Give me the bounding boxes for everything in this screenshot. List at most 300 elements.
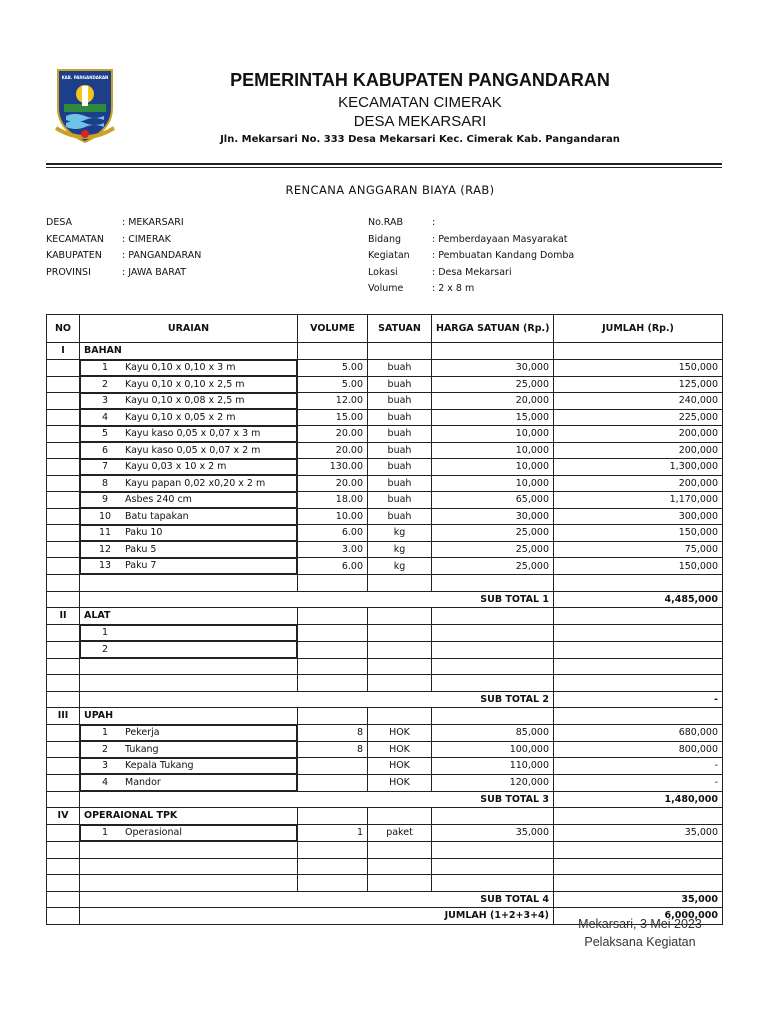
table-cell (554, 675, 723, 692)
item-number: 1 (101, 627, 109, 639)
info-value: : Desa Mekarsari (432, 266, 512, 278)
item-description: Kayu kaso 0,05 x 0,07 x 2 m (125, 444, 261, 456)
table-cell (554, 708, 723, 725)
table-cell (80, 842, 298, 859)
item-volume: 12.00 (298, 393, 368, 410)
item-unit-price: 35,000 (432, 824, 554, 842)
item-unit-price: 25,000 (432, 376, 554, 393)
item-volume (298, 641, 368, 658)
table-cell (47, 842, 80, 859)
table-row (47, 758, 723, 775)
item-volume (298, 624, 368, 641)
table-cell (80, 575, 298, 592)
item-total (554, 641, 723, 658)
table-cell (47, 442, 80, 459)
item-unit: buah (368, 492, 432, 509)
item-total: 200,000 (554, 442, 723, 459)
column-header: SATUAN (368, 315, 432, 343)
item-unit: paket (368, 824, 432, 842)
item-volume: 130.00 (298, 459, 368, 476)
info-value: : CIMERAK (122, 233, 171, 245)
item-unit-price: 25,000 (432, 525, 554, 542)
info-key: Volume (368, 283, 404, 294)
info-row (46, 232, 201, 249)
item-total: 225,000 (554, 409, 723, 426)
grand-total-value: 6,000,000 (554, 908, 723, 925)
table-cell (554, 858, 723, 875)
table-row (47, 741, 723, 758)
item-total: 150,000 (554, 558, 723, 575)
table-row (47, 525, 723, 542)
item-unit: kg (368, 525, 432, 542)
table-cell (47, 525, 80, 542)
info-value: : Pemberdayaan Masyarakat (432, 233, 568, 245)
table-cell (298, 343, 368, 360)
item-unit-price: 120,000 (432, 774, 554, 791)
item-unit: buah (368, 459, 432, 476)
table-cell (47, 858, 80, 875)
item-unit: HOK (368, 741, 432, 758)
info-key: PROVINSI (46, 266, 91, 278)
document-title: RENCANA ANGGARAN BIAYA (RAB) (285, 183, 495, 197)
item-description: Asbes 240 cm (125, 494, 192, 506)
item-description-cell (80, 409, 297, 426)
item-total: 35,000 (554, 824, 723, 842)
item-description: Pekerja (125, 727, 160, 739)
signature-role: Pelaksana Kegiatan (584, 935, 696, 949)
section-row (47, 708, 723, 725)
item-number: 4 (101, 411, 109, 423)
table-cell (368, 608, 432, 625)
blank-row (47, 658, 723, 675)
item-unit: HOK (368, 774, 432, 791)
blank-row (47, 675, 723, 692)
item-unit-price: 10,000 (432, 442, 554, 459)
table-cell (368, 875, 432, 892)
info-value: : Pembuatan Kandang Domba (432, 250, 575, 261)
section-number: IV (47, 808, 80, 825)
item-description-cell (80, 725, 297, 742)
table-cell (47, 724, 80, 741)
table-cell (47, 359, 80, 376)
item-description: Batu tapakan (125, 510, 189, 522)
table-cell (432, 343, 554, 360)
subtotal-label: SUB TOTAL 3 (80, 791, 554, 808)
subtotal-value: 4,485,000 (554, 591, 723, 608)
column-header: HARGA SATUAN (Rp.) (432, 315, 554, 343)
item-unit-price: 30,000 (432, 508, 554, 525)
item-unit: buah (368, 359, 432, 376)
item-number: 11 (98, 527, 112, 539)
table-cell (47, 791, 80, 808)
item-total (554, 624, 723, 641)
table-cell (47, 891, 80, 908)
section-row (47, 808, 723, 825)
rab-table-body (47, 315, 723, 925)
item-total: 150,000 (554, 359, 723, 376)
item-unit-price: 10,000 (432, 426, 554, 443)
item-description-cell (80, 459, 297, 476)
item-description: Tukang (125, 743, 159, 755)
table-cell (432, 675, 554, 692)
table-cell (368, 343, 432, 360)
table-cell (298, 808, 368, 825)
table-cell (298, 708, 368, 725)
item-unit-price: 100,000 (432, 741, 554, 758)
item-description-cell (80, 525, 297, 542)
item-total: 200,000 (554, 475, 723, 492)
item-total: 300,000 (554, 508, 723, 525)
item-total: 150,000 (554, 525, 723, 542)
item-unit-price: 20,000 (432, 393, 554, 410)
table-row (47, 824, 723, 842)
item-unit: kg (368, 541, 432, 558)
table-cell (47, 575, 80, 592)
table-cell (80, 875, 298, 892)
table-cell (432, 608, 554, 625)
item-volume: 18.00 (298, 492, 368, 509)
item-description: Mandor (125, 776, 161, 788)
blank-row (47, 842, 723, 859)
table-cell (47, 741, 80, 758)
table-cell (298, 875, 368, 892)
item-total: 680,000 (554, 724, 723, 741)
table-row (47, 393, 723, 410)
table-cell (47, 675, 80, 692)
info-value: : JAWA BARAT (122, 266, 187, 278)
subtotal-label: SUB TOTAL 4 (80, 891, 554, 908)
subtotal-value: 1,480,000 (554, 791, 723, 808)
item-total: 200,000 (554, 426, 723, 443)
item-description-cell (80, 641, 297, 658)
table-cell (298, 608, 368, 625)
table-cell (80, 675, 298, 692)
column-header: URAIAN (80, 315, 298, 343)
table-cell (47, 409, 80, 426)
info-key: No.RAB (368, 217, 404, 228)
item-number: 9 (101, 494, 109, 506)
subtotal-row (47, 791, 723, 808)
header-rule-thick (46, 163, 722, 165)
item-description: Operasional (125, 827, 182, 839)
table-cell (47, 591, 80, 608)
info-row (46, 248, 201, 265)
header-desa: DESA MEKARSARI (353, 113, 487, 130)
info-key: Lokasi (368, 266, 398, 278)
item-description: Kayu 0,10 x 0,05 x 2 m (125, 411, 236, 423)
subtotal-row (47, 591, 723, 608)
item-unit: kg (368, 558, 432, 575)
table-cell (47, 541, 80, 558)
info-row (46, 215, 201, 232)
section-row (47, 343, 723, 360)
table-cell (47, 658, 80, 675)
item-description: Paku 5 (125, 543, 157, 555)
item-description-cell (80, 360, 297, 377)
item-unit: buah (368, 475, 432, 492)
table-cell (298, 675, 368, 692)
item-number: 4 (101, 776, 109, 788)
item-description: Paku 7 (125, 560, 157, 572)
table-cell (368, 575, 432, 592)
table-cell (554, 842, 723, 859)
item-unit-price: 30,000 (432, 359, 554, 376)
header-rule-thin (46, 167, 722, 168)
item-description: Kayu 0,10 x 0,10 x 3 m (125, 362, 236, 374)
table-cell (47, 492, 80, 509)
section-title: OPERAIONAL TPK (80, 808, 298, 825)
item-volume: 20.00 (298, 426, 368, 443)
item-unit-price (432, 624, 554, 641)
table-row (47, 558, 723, 575)
table-cell (298, 858, 368, 875)
item-description: Kayu kaso 0,05 x 0,07 x 3 m (125, 428, 261, 440)
info-key: KECAMATAN (46, 233, 104, 245)
header-address: Jln. Mekarsari No. 333 Desa Mekarsari Kec. Cimerak Kab. Pangandaran (220, 134, 620, 145)
table-cell (432, 858, 554, 875)
section-title: BAHAN (80, 343, 298, 360)
blank-row (47, 858, 723, 875)
item-unit: HOK (368, 758, 432, 775)
table-cell (298, 658, 368, 675)
item-total: - (554, 758, 723, 775)
info-row (368, 232, 574, 249)
item-volume: 5.00 (298, 376, 368, 393)
table-row (47, 426, 723, 443)
blank-row (47, 875, 723, 892)
table-row (47, 359, 723, 376)
table-cell (554, 658, 723, 675)
table-cell (47, 875, 80, 892)
item-unit: buah (368, 393, 432, 410)
item-unit-price: 25,000 (432, 541, 554, 558)
table-cell (80, 658, 298, 675)
subtotal-row (47, 691, 723, 708)
table-cell (47, 774, 80, 791)
table-cell (47, 393, 80, 410)
item-unit-price (432, 641, 554, 658)
column-header: VOLUME (298, 315, 368, 343)
item-description-cell (80, 492, 297, 509)
item-description-cell (80, 625, 297, 642)
info-row (368, 248, 574, 265)
item-volume: 6.00 (298, 525, 368, 542)
item-unit-price: 65,000 (432, 492, 554, 509)
table-cell (554, 343, 723, 360)
info-right (368, 215, 574, 298)
info-row (46, 265, 201, 282)
section-number: II (47, 608, 80, 625)
table-cell (368, 708, 432, 725)
item-description: Kayu 0,10 x 0,10 x 2,5 m (125, 378, 245, 390)
table-cell (432, 808, 554, 825)
table-cell (47, 376, 80, 393)
item-volume: 3.00 (298, 541, 368, 558)
item-number: 1 (101, 727, 109, 739)
item-total: 800,000 (554, 741, 723, 758)
item-volume (298, 774, 368, 791)
item-number: 10 (98, 510, 112, 522)
section-number: III (47, 708, 80, 725)
table-cell (554, 608, 723, 625)
item-unit: buah (368, 426, 432, 443)
item-unit-price: 85,000 (432, 724, 554, 741)
item-unit (368, 641, 432, 658)
item-unit-price: 110,000 (432, 758, 554, 775)
table-row (47, 624, 723, 641)
item-number: 1 (101, 827, 109, 839)
table-cell (47, 426, 80, 443)
table-cell (432, 658, 554, 675)
info-key: KABUPATEN (46, 250, 102, 261)
item-unit: HOK (368, 724, 432, 741)
signature-place-date: Mekarsari, 3 Mei 2023 (578, 917, 702, 931)
item-number: 5 (101, 428, 109, 440)
rab-table (46, 314, 723, 925)
item-volume: 8 (298, 724, 368, 741)
table-cell (47, 475, 80, 492)
table-cell (554, 875, 723, 892)
item-volume: 1 (298, 824, 368, 842)
item-number: 2 (101, 643, 109, 655)
item-number: 2 (101, 743, 109, 755)
table-cell (47, 824, 80, 842)
item-number: 1 (101, 362, 109, 374)
item-volume: 15.00 (298, 409, 368, 426)
section-number: I (47, 343, 80, 360)
info-row (368, 215, 574, 232)
item-total: 75,000 (554, 541, 723, 558)
column-header: NO (47, 315, 80, 343)
item-description: Kayu papan 0,02 x0,20 x 2 m (125, 477, 266, 489)
item-number: 13 (98, 560, 112, 572)
table-cell (298, 575, 368, 592)
table-cell (432, 842, 554, 859)
table-row (47, 376, 723, 393)
table-cell (368, 808, 432, 825)
subtotal-value: 35,000 (554, 891, 723, 908)
item-description-cell (80, 558, 297, 575)
item-description-cell (80, 758, 297, 775)
item-description-cell (80, 774, 297, 791)
item-total: 1,300,000 (554, 459, 723, 476)
table-cell (47, 641, 80, 658)
table-row (47, 475, 723, 492)
item-unit: buah (368, 508, 432, 525)
item-description: Kepala Tukang (125, 760, 194, 772)
table-cell (432, 875, 554, 892)
item-volume: 6.00 (298, 558, 368, 575)
table-cell (47, 691, 80, 708)
table-row (47, 409, 723, 426)
table-cell (47, 459, 80, 476)
table-cell (432, 575, 554, 592)
item-number: 3 (101, 395, 109, 407)
table-row (47, 774, 723, 791)
blank-row (47, 575, 723, 592)
item-description-cell (80, 442, 297, 459)
info-value: : PANGANDARAN (122, 250, 202, 261)
item-unit: buah (368, 376, 432, 393)
item-total: 1,170,000 (554, 492, 723, 509)
table-row (47, 541, 723, 558)
item-number: 6 (101, 444, 109, 456)
info-row (368, 281, 574, 298)
item-volume: 8 (298, 741, 368, 758)
info-key: DESA (46, 217, 73, 228)
item-number: 2 (101, 378, 109, 390)
info-value: : MEKARSARI (122, 217, 184, 228)
item-number: 7 (101, 461, 109, 473)
item-description-cell (80, 508, 297, 525)
item-number: 3 (101, 760, 109, 772)
subtotal-row (47, 891, 723, 908)
info-left (46, 215, 201, 281)
table-cell (432, 708, 554, 725)
info-value: : (432, 217, 436, 228)
table-cell (554, 808, 723, 825)
table-cell (47, 624, 80, 641)
table-row (47, 724, 723, 741)
table-cell (368, 658, 432, 675)
item-volume: 10.00 (298, 508, 368, 525)
table-row (47, 492, 723, 509)
subtotal-label: SUB TOTAL 1 (80, 591, 554, 608)
table-cell (368, 858, 432, 875)
logo-label: KAB. PANGANDARAN (61, 75, 109, 80)
subtotal-value: - (554, 691, 723, 708)
info-value: : 2 x 8 m (432, 283, 475, 294)
table-cell (80, 858, 298, 875)
section-title: ALAT (80, 608, 298, 625)
item-unit: buah (368, 442, 432, 459)
info-row (368, 265, 574, 282)
table-cell (368, 842, 432, 859)
table-header-row (47, 315, 723, 343)
regency-logo (54, 68, 116, 144)
table-cell (298, 842, 368, 859)
item-volume: 20.00 (298, 442, 368, 459)
table-row (47, 508, 723, 525)
item-unit-price: 10,000 (432, 459, 554, 476)
table-cell (368, 675, 432, 692)
column-header: JUMLAH (Rp.) (554, 315, 723, 343)
item-volume: 5.00 (298, 359, 368, 376)
header-title: PEMERINTAH KABUPATEN PANGANDARAN (230, 70, 610, 90)
item-description-cell (80, 426, 297, 443)
item-description: Paku 10 (125, 527, 163, 539)
item-number: 12 (98, 543, 112, 555)
info-key: Kegiatan (368, 250, 410, 261)
header-kecamatan: KECAMATAN CIMERAK (338, 94, 502, 111)
item-unit-price: 15,000 (432, 409, 554, 426)
table-cell (47, 758, 80, 775)
subtotal-label: SUB TOTAL 2 (80, 691, 554, 708)
item-description-cell (80, 825, 297, 842)
table-cell (47, 558, 80, 575)
item-description: Kayu 0,10 x 0,08 x 2,5 m (125, 395, 245, 407)
item-volume: 20.00 (298, 475, 368, 492)
item-unit: buah (368, 409, 432, 426)
table-row (47, 459, 723, 476)
item-volume (298, 758, 368, 775)
table-row (47, 442, 723, 459)
item-unit-price: 25,000 (432, 558, 554, 575)
item-number: 8 (101, 477, 109, 489)
item-description: Kayu 0,03 x 10 x 2 m (125, 461, 227, 473)
table-row (47, 641, 723, 658)
table-cell (554, 575, 723, 592)
